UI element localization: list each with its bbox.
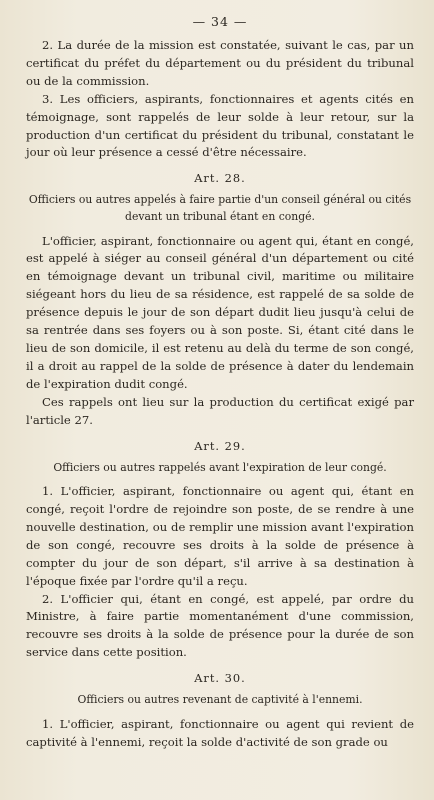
page-number: — 34 — [192, 14, 248, 29]
paragraph: 1. L'officier, aspirant, fonctionnaire ou agent qui, étant en congé, reçoit l'ordre de rejoindre son poste, de se rendre à une nouvelle destination, ou de remplir une mission avant l'expiration de son congé, recouvre ses droits à la solde de présence à compter du jour de son départ, s'il arrive à sa destination à l'époque fixée par l'ordre qu'il a reçu. [26, 484, 414, 588]
paragraph: Ces rappels ont lieu sur la production du certificat exigé par l'article 27. [26, 394, 414, 427]
paragraph: 3. Les officiers, aspirants, fonctionnaires et agents cités en témoignage, sont rappelés de leur solde à leur retour, sur la production d'un certificat du président du tribunal, constatant le jour où leur présence a cessé d'être nécessaire. [26, 91, 414, 160]
paragraph: 2. La durée de la mission est constatée, suivant le cas, par un certificat du préfet du département ou du président du tribunal ou de la commission. [26, 38, 414, 88]
paragraph: L'officier, aspirant, fonctionnaire ou agent qui, étant en congé, est appelé à siéger au conseil général d'un département ou cité en témoignage devant un tribunal civil, maritime ou militaire siégeant hors du lieu de sa résidence, est rappelé de sa solde de présence depuis le jour de son départ dudit lieu jusqu'à celui de sa rentrée dans ses foyers ou à son poste. Si, étant cité dans le lieu de son domicile, il est retenu au delà du terme de son congé, il a droit au rappel de la solde de présence à dater du lendemain de l'expiration dudit congé. [26, 233, 414, 391]
paragraph: 2. L'officier qui, étant en congé, est appelé, par ordre du Ministre, à faire partie momentanément d'une commission, recouvre ses droits à la solde de présence pour la durée de son service dans cette position. [26, 591, 414, 660]
article-number: Art. 28. [194, 171, 246, 186]
article-heading: Officiers ou autres revenant de captivité à l'ennemi. [77, 693, 363, 707]
article-number: Art. 29. [194, 438, 246, 453]
paragraph: 1. L'officier, aspirant, fonctionnaire ou agent qui revient de captivité à l'ennemi, reçoit la solde d'activité de son grade ou [26, 716, 414, 749]
article-number: Art. 30. [194, 671, 246, 686]
article-heading: Officiers ou autres appelés à faire partie d'un conseil général ou cités devant un tribunal étant en congé. [28, 193, 412, 223]
article-heading: Officiers ou autres rappelés avant l'expiration de leur congé. [53, 460, 387, 474]
